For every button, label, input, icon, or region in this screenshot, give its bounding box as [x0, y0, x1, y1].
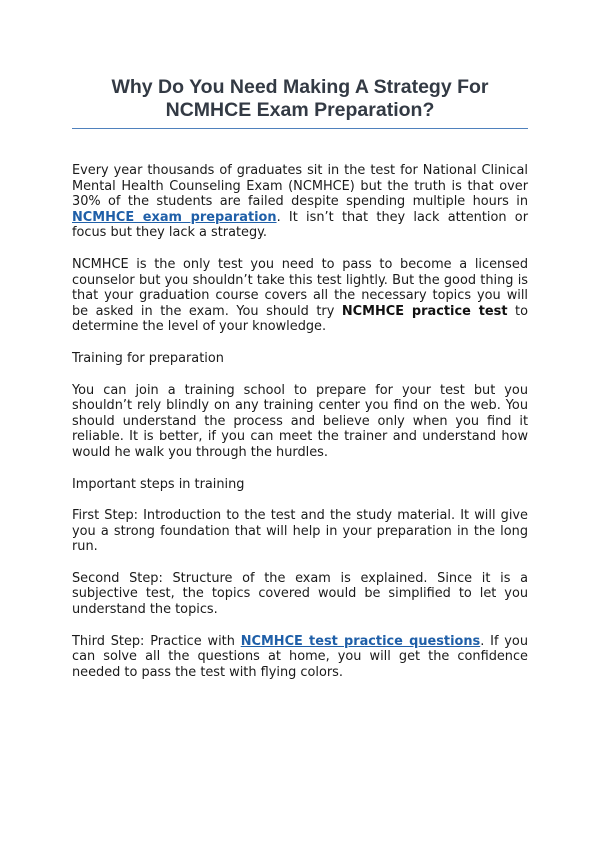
link-ncmhce-test-practice-questions[interactable]: NCMHCE test practice questions [240, 633, 481, 649]
paragraph-intro [72, 163, 528, 241]
paragraph-second-step: Second Step: Structure of the exam is explained. Since it is a subjective test, the topics covered would be simplified to let you understand the topics. [72, 570, 528, 618]
paragraph-licensing-text-a: NCMHCE is the only test you need to pass to become a licensed counselor but you shouldn’t take this test lightly. But the good thing is that your graduation course covers all the necessary topics you will be asked in the exam. You should try [72, 256, 528, 319]
paragraph-licensing [72, 257, 528, 335]
paragraph-third-step-text-a: Third Step: Practice with [72, 633, 241, 649]
heading-training: Training for preparation [72, 350, 224, 366]
article-body [72, 163, 528, 680]
paragraph-intro-text-a: Every year thousands of graduates sit in the test for National Clinical Mental Health Counseling Exam (NCMHCE) but the truth is that over 30% of the students are failed despite spending multiple hours in [72, 163, 528, 210]
bold-ncmhce-practice-test: NCMHCE practice test [341, 303, 508, 319]
paragraph-training-school: You can join a training school to prepare for your test but you shouldn’t rely blindly on any training center you find on the web. You should understand the process and believe only when you find it reliable. It is better, if you can meet the trainer and understand how would he walk you through the hurdles. [72, 382, 528, 460]
heading-important-steps: Important steps in training [72, 476, 245, 492]
link-ncmhce-exam-preparation[interactable]: NCMHCE exam preparation [72, 209, 277, 225]
paragraph-third-step-text-b: . If you can solve all the questions at home, you will get the confidence needed to pass the test with flying colors. [72, 633, 528, 680]
page-title: Why Do You Need Making A Strategy For NCMHCE Exam Preparation? [72, 76, 528, 129]
paragraph-licensing-text-b: to determine the level of your knowledge. [72, 303, 528, 335]
paragraph-third-step [72, 634, 528, 681]
paragraph-intro-text-b: . It isn’t that they lack attention or focus but they lack a strategy. [72, 209, 528, 241]
paragraph-first-step: First Step: Introduction to the test and the study material. It will give you a strong foundation that will help in your preparation in the long run. [72, 508, 528, 555]
